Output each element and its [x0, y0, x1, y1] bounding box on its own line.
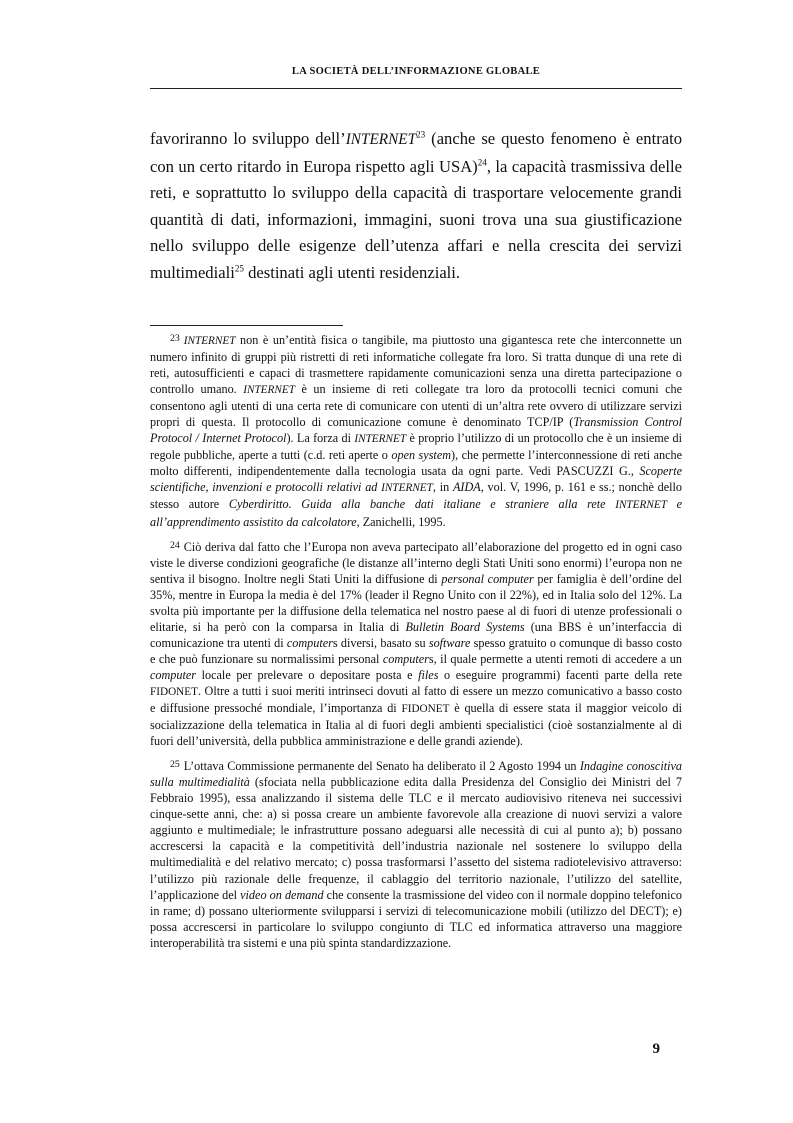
footnote-text: non è un’entità fisica o tangibile, ma piuttosto una gigantesca rete che interconnette un numero infinito di gruppi più ristretti di reti informatiche collegate fra loro. Si tratta dunque di una rete di reti, autosufficienti e capaci di trasmettere rapidamente comunicazioni senza una diretta partecipazione o controllo umano. — [150, 333, 682, 397]
footnote-italic: AIDA — [452, 480, 481, 495]
footnote-text: ), che permette l’interconnessione di reti anche molto differenti, indipendentemente dalla tecnologia usata da ogni parte. Vedi PASCUZZI G., — [150, 448, 682, 479]
footnote-text: s, il quale permette a utenti remoti di accedere a un — [428, 651, 682, 666]
footnote-text: locale per prelevare o depositare posta e — [196, 667, 419, 682]
fidonet-term: FIDONET — [150, 685, 198, 698]
body-text-3: , la capacità trasmissiva delle reti, e soprattutto lo sviluppo della capacità di trasportare velocemente grandi quantità di dati, informazioni, immagini, suoni trova una sua giustificazione nello sviluppo delle esigenze dell’utenza affari e nella crescita dei servizi multimediali — [150, 156, 682, 282]
footnote-23 — [150, 331, 682, 530]
footnote-24 — [150, 538, 682, 750]
footnote-italic: software — [428, 635, 471, 650]
footnote-italic: e all’apprendimento assistito da calcolatore — [150, 497, 682, 529]
footnote-italic: computer — [150, 667, 197, 682]
page-number: 9 — [652, 1041, 660, 1057]
footnote-text: (sfociata nella pubblicazione edita dalla Presidenza del Consiglio dei Ministri del 7 Febbraio 1995), essa analizzando il sistema delle TLC e il mercato audiovisivo riteneva nei successivi cinque-sette anni, che: a) si possa creare un ambiente favorevole alla creazione di nuovi servizi a valore aggiunto e multimediale; le infrastrutture possano adeguarsi alle necessità di cui al punto a); b) possano accrescersi la capacità e la competitività dell’industria nazionale nel sostenere lo sviluppo della multimedialità e del relativo mercato; c) possa trasformarsi l’assetto del sistema radiotelevisivo attraverso: l’utilizzo più razionale delle frequenze, il cablaggio del territorio nazionale, l’utilizzo del satellite, l’applicazione del — [150, 775, 682, 902]
footnote-italic: personal computer — [441, 571, 534, 586]
footnote-25 — [150, 757, 682, 951]
internet-term: INTERNET — [354, 433, 407, 446]
footnote-number: 24 — [170, 539, 180, 551]
footnote-italic: Bulletin Board Systems — [405, 619, 525, 634]
footnote-number: 23 — [170, 333, 180, 344]
internet-term: INTERNET — [615, 499, 667, 512]
footnote-italic: Indagine conoscitiva sulla multimedialità — [150, 759, 682, 790]
footnote-italic: files — [418, 667, 439, 682]
body-text-2: (anche se questo fenomeno è entrato con un certo ritardo in Europa rispetto agli USA) — [150, 129, 683, 176]
internet-term: INTERNET — [183, 335, 236, 347]
footnote-ref-24[interactable]: 24 — [477, 157, 487, 168]
footnote-text: (una BBS è un’interfaccia di comunicazione tra utenti di — [150, 619, 683, 650]
footnote-text: che consente la trasmissione del video con il normale doppino telefonico in rame; d) possano ulteriormente svilupparsi i servizi di telecomunicazione mobili (utilizzo del DECT); e) possa accrescersi in particolare lo sviluppo congiunto di TLC ed informatica attraverso una maggiore interoperabilità tra sistemi e una più spinta standardizzazione. — [150, 887, 683, 950]
running-header: LA SOCIETÀ DELL’INFORMAZIONE GLOBALE — [291, 66, 541, 77]
footnote-ref-25[interactable]: 25 — [234, 263, 244, 274]
footnote-text: s diversi, basato su — [332, 635, 429, 650]
footnote-text: è un insieme di reti collegate tra loro da protocolli tecnici comuni che consentono agli utenti di una certa rete di comunicare con utenti di un’altra rete ovvero di utilizzare servizi propri di questa. Il protocollo di comunicazione comune è denominato TCP/IP ( — [150, 382, 682, 430]
footnote-text: L’ottava Commissione permanente del Senato ha deliberato il 2 Agosto 1994 un — [183, 759, 580, 774]
footnote-text: spesso gratuito o comunque di basso costo e che può funzionare su normalissimi personal — [150, 635, 682, 666]
body-text-4: destinati agli utenti residenziali. — [243, 262, 461, 282]
footnote-italic: Scoperte scientifiche, invenzioni e protocolli relativi ad — [150, 464, 682, 495]
internet-term: INTERNET — [243, 384, 295, 397]
internet-term: INTERNET — [345, 131, 417, 148]
footnote-italic: video on demand — [240, 887, 324, 902]
footnote-text: o eseguire programmi) facenti parte della rete — [438, 667, 682, 682]
fidonet-term: FIDONET — [401, 703, 450, 716]
footnote-text: ). La forza di — [286, 431, 355, 446]
internet-term: INTERNET — [381, 482, 433, 495]
footnote-text: è quella di essere stata il maggior veicolo di socializzazione della telematica in Italia al di fuori degli ambienti specialistici (cioè sostanzialmente al di fuori dell’università, della pubblica amministrazione e delle grandi aziende). — [150, 701, 683, 749]
footnote-text: per famiglia è dell’ordine del 35%, mentre in Europa la media è del 17% (leader il Regno Unito con il 22%), ed in Italia solo del 12%. La svolta più importante per la diffusione della telematica nel nostro paese al di fuori di utenze professionali o elitarie, si ha però con la comparsa in Italia di — [150, 571, 682, 634]
footnote-italic: computer — [382, 651, 429, 666]
footnote-text: , in — [432, 480, 453, 495]
footnote-text: , vol. V, 1996, p. 161 e ss.; nonchè dello stesso autore — [150, 480, 682, 512]
footnote-number: 25 — [170, 759, 180, 771]
footnote-separator — [150, 325, 343, 326]
footnote-ref-23[interactable]: 23 — [416, 129, 426, 140]
header-rule — [150, 88, 682, 89]
footnote-italic: Transmission Control Protocol / Internet Protocol — [150, 415, 682, 446]
footnote-text: Ciò deriva dal fatto che l’Europa non aveva partecipato all’elaborazione del progetto ed in ogni caso viste le diverse condizioni geografiche (le distanze all’interno degli Stati Uniti sono enormi) l’europa non ne sentiva il bisogno. Inoltre negli Stati Uniti la diffusione di — [150, 539, 682, 586]
footnote-italic: open system — [391, 448, 452, 463]
body-paragraph — [150, 126, 682, 287]
footnote-text: . Oltre a tutti i suoi meriti intrinseci dovuti al fatto di essere un mezzo comunicativo a basso costo e diffusione pressoché mondiale, l’importanza di — [150, 683, 682, 716]
footnote-italic: computer — [286, 635, 333, 650]
footnote-italic: Cyberdiritto. Guida alla banche dati italiane e straniere alla rete — [228, 497, 616, 512]
footnotes-section — [150, 331, 682, 959]
body-text-1: favoriranno lo sviluppo dell’ — [150, 129, 346, 148]
footnote-text: è proprio l’utilizzo di un protocollo che è un insieme di regole pubbliche, aperte a tutti (c.d. reti aperte o — [150, 431, 682, 463]
footnote-text: , Zanichelli, 1995. — [356, 514, 446, 529]
